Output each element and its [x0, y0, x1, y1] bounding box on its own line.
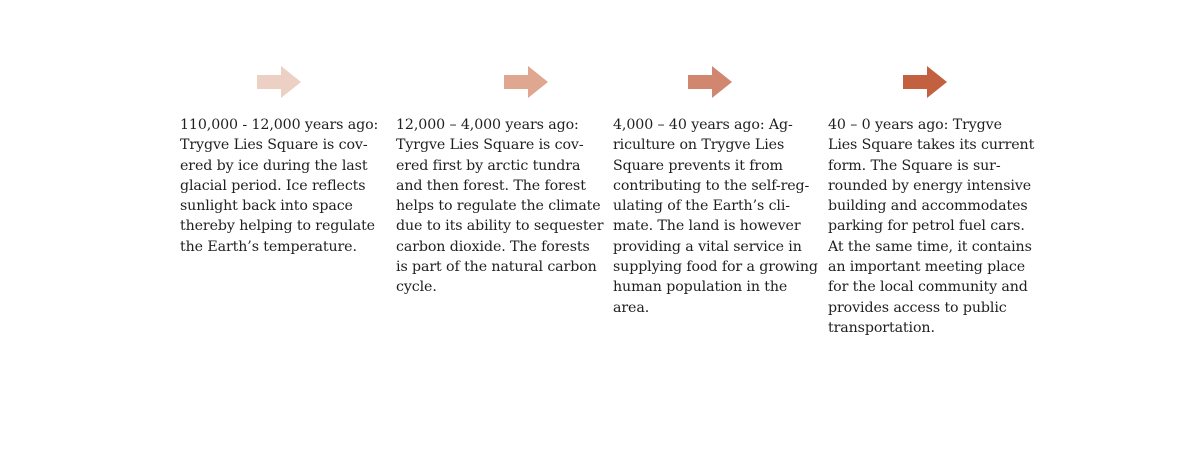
- stage-description: [828, 115, 1038, 338]
- stage-text-line: for the local community and: [828, 279, 1028, 296]
- arrow-right-icon-shape: [257, 66, 301, 98]
- stage-text-line: glacial period. Ice reflects: [180, 177, 366, 194]
- stage-text-line: parking for petrol fuel cars.: [828, 218, 1025, 235]
- stage-description: [396, 115, 606, 298]
- arrow-right-icon: [257, 66, 301, 98]
- stage-text-line: the Earth’s temperature.: [180, 238, 357, 255]
- stage-description: [613, 115, 823, 318]
- stage-text-line: ered by ice during the last: [180, 157, 368, 174]
- arrow-right-icon: [903, 66, 947, 98]
- stage-text-line: an important meeting place: [828, 259, 1026, 276]
- arrow-right-icon-shape: [903, 66, 947, 98]
- stage-text-line: At the same time, it contains: [828, 238, 1032, 255]
- stage-text-line: thereby helping to regulate: [180, 218, 375, 235]
- stage-text-line: ered first by arctic tundra: [396, 157, 581, 174]
- stage-text-line: 110,000 - 12,000 years ago:: [180, 117, 379, 133]
- stage-text-line: ulating of the Earth’s cli-: [613, 198, 790, 215]
- stage-text-line: riculture on Trygve Lies: [613, 137, 785, 154]
- stage-text-line: supplying food for a growing: [613, 259, 818, 276]
- stage-text-line: human population in the: [613, 279, 788, 296]
- arrow-shape: [688, 66, 732, 98]
- stage-text-line: form. The Square is sur-: [828, 157, 1001, 174]
- stage-text-line: and then forest. The forest: [396, 177, 586, 194]
- stage-text-line: Square prevents it from: [613, 157, 783, 174]
- arrow-right-icon: [688, 66, 732, 98]
- stage-text-line: 40 – 0 years ago: Trygve: [828, 117, 1002, 133]
- stage-text-line: cycle.: [396, 279, 437, 296]
- stage-text-line: contributing to the self-reg-: [613, 177, 810, 194]
- stage-description: [180, 115, 390, 257]
- arrow-right-icon-shape: [688, 66, 732, 98]
- stage-text-line: helps to regulate the climate: [396, 198, 601, 215]
- arrow-right-icon: [504, 66, 548, 98]
- arrow-shape: [903, 66, 947, 98]
- stage-text-line: carbon dioxide. The forests: [396, 238, 590, 255]
- stage-text-line: mate. The land is however: [613, 218, 801, 235]
- stage-text-line: building and accommodates: [828, 198, 1028, 215]
- stage-text-line: 12,000 – 4,000 years ago:: [396, 117, 579, 133]
- stage-text-line: provides access to public: [828, 299, 1007, 316]
- arrow-shape: [257, 66, 301, 98]
- stage-text-line: Tyrgve Lies Square is cov-: [396, 137, 584, 154]
- arrow-shape: [504, 66, 548, 98]
- stage-text-line: rounded by energy intensive: [828, 177, 1032, 194]
- stage-text-line: transportation.: [828, 319, 935, 336]
- stage-text-line: sunlight back into space: [180, 198, 353, 215]
- stage-text-line: Lies Square takes its current: [828, 137, 1035, 154]
- stage-text-line: is part of the natural carbon: [396, 259, 597, 276]
- stage-text-line: Trygve Lies Square is cov-: [180, 137, 368, 154]
- stage-text-line: due to its ability to sequester: [396, 218, 604, 235]
- stage-text-line: area.: [613, 299, 650, 316]
- arrow-right-icon-shape: [504, 66, 548, 98]
- stage-text-line: providing a vital service in: [613, 238, 802, 255]
- stage-text-line: 4,000 – 40 years ago: Ag-: [613, 117, 793, 133]
